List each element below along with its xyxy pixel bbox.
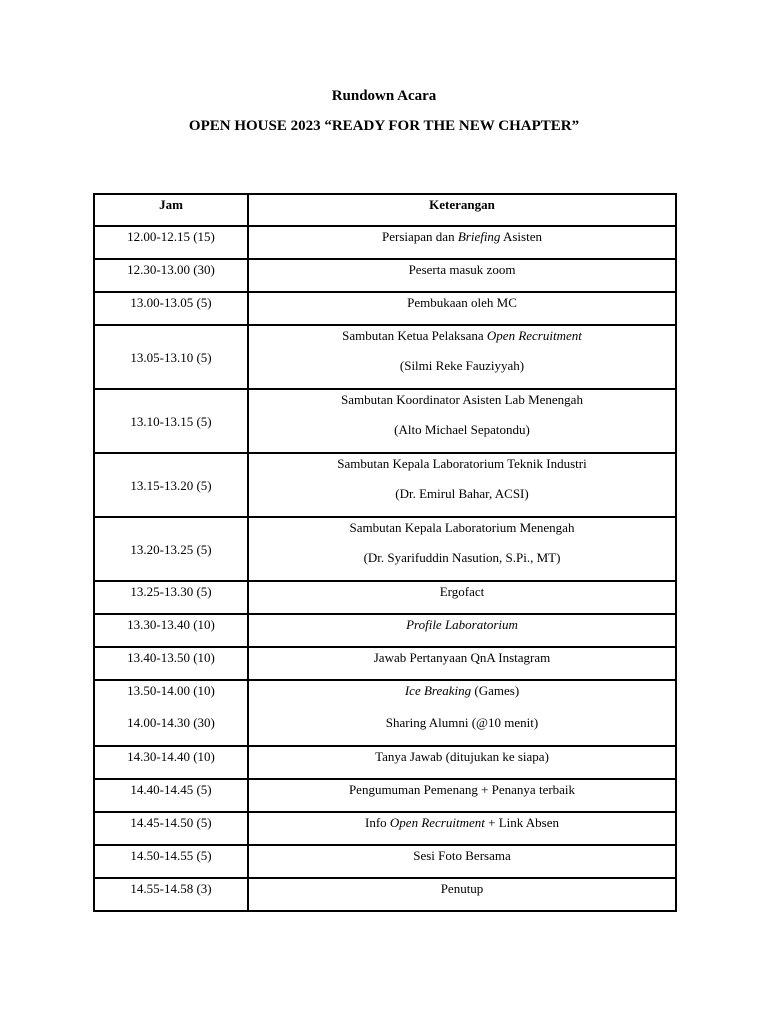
description-text: Sharing Alumni (@10 menit) (385, 715, 539, 730)
table-row (94, 713, 676, 746)
description-cell (248, 292, 676, 325)
description-cell (248, 453, 676, 517)
description-cell (248, 389, 676, 453)
table-row (94, 680, 676, 713)
header-description: Keterangan (248, 194, 676, 226)
time-cell: 14.50-14.55 (5) (94, 845, 248, 878)
time-cell: 13.05-13.10 (5) (94, 325, 248, 389)
description-text: Jawab Pertanyaan QnA Instagram (373, 650, 551, 665)
description-subline: (Dr. Syarifuddin Nasution, S.Pi., MT) (363, 550, 561, 565)
time-cell: 13.25-13.30 (5) (94, 581, 248, 614)
time-cell: 13.00-13.05 (5) (94, 292, 248, 325)
description-cell (248, 259, 676, 292)
description-text: Pengumuman Pemenang + Penanya terbaik (348, 782, 576, 797)
emphasis-text: Briefing (457, 229, 501, 244)
description-text: Sambutan Koordinator Asisten Lab Menengah (341, 392, 583, 407)
description-cell (248, 713, 676, 746)
description-cell (248, 517, 676, 581)
document-title: Rundown Acara (331, 88, 437, 104)
description-cell (248, 614, 676, 647)
table-row (94, 292, 676, 325)
description-text: Asisten (500, 229, 542, 244)
description-subline: (Dr. Emirul Bahar, ACSI) (395, 486, 529, 501)
emphasis-text: Open Recruitment (389, 815, 485, 830)
table-row (94, 259, 676, 292)
table-row (94, 746, 676, 779)
description-text: Peserta masuk zoom (408, 262, 516, 277)
table-row (94, 581, 676, 614)
table-row (94, 226, 676, 259)
table-row (94, 325, 676, 389)
time-cell: 12.00-12.15 (15) (94, 226, 248, 259)
time-cell: 14.00-14.30 (30) (94, 713, 248, 746)
table-row (94, 878, 676, 911)
time-cell: 13.30-13.40 (10) (94, 614, 248, 647)
description-text: Sambutan Kepala Laboratorium Menengah (349, 520, 575, 535)
description-cell (248, 226, 676, 259)
description-text: Penutup (440, 881, 484, 896)
document-subtitle: OPEN HOUSE 2023 “READY FOR THE NEW CHAPTER” (188, 118, 580, 134)
description-text: + Link Absen (484, 815, 559, 830)
emphasis-text: Ice Breaking (404, 683, 472, 698)
time-cell: 13.20-13.25 (5) (94, 517, 248, 581)
description-text: Tanya Jawab (ditujukan ke siapa) (375, 749, 549, 764)
time-cell: 14.45-14.50 (5) (94, 812, 248, 845)
description-cell (248, 647, 676, 680)
description-cell (248, 680, 676, 713)
table-row (94, 389, 676, 453)
time-cell: 13.15-13.20 (5) (94, 453, 248, 517)
description-text: Sambutan Ketua Pelaksana (342, 328, 487, 343)
time-cell: 12.30-13.00 (30) (94, 259, 248, 292)
description-subline: (Alto Michael Sepatondu) (394, 422, 530, 437)
table-row (94, 647, 676, 680)
table-row (94, 453, 676, 517)
description-cell (248, 845, 676, 878)
description-cell (248, 746, 676, 779)
description-text: Persiapan dan (382, 229, 458, 244)
description-cell (248, 812, 676, 845)
table-header-row (94, 194, 676, 226)
time-cell: 14.30-14.40 (10) (94, 746, 248, 779)
table-row (94, 779, 676, 812)
table-row (94, 614, 676, 647)
table-row (94, 845, 676, 878)
description-text: (Games) (471, 683, 520, 698)
description-text: Sesi Foto Bersama (413, 848, 511, 863)
time-cell: 13.50-14.00 (10) (94, 680, 248, 713)
description-cell (248, 779, 676, 812)
description-text: Info (364, 815, 390, 830)
rundown-table (93, 193, 677, 912)
time-cell: 14.40-14.45 (5) (94, 779, 248, 812)
description-text: Sambutan Kepala Laboratorium Teknik Industri (337, 456, 587, 471)
header-time: Jam (94, 194, 248, 226)
time-cell: 13.10-13.15 (5) (94, 389, 248, 453)
description-cell (248, 325, 676, 389)
time-cell: 13.40-13.50 (10) (94, 647, 248, 680)
table-row (94, 812, 676, 845)
emphasis-text: Profile Laboratorium (406, 617, 518, 632)
table-row (94, 517, 676, 581)
description-text: Ergofact (439, 584, 485, 599)
description-cell (248, 581, 676, 614)
emphasis-text: Open Recruitment (486, 328, 582, 343)
table-body (94, 226, 676, 911)
description-text: Pembukaan oleh MC (407, 295, 517, 310)
description-cell (248, 878, 676, 911)
time-cell: 14.55-14.58 (3) (94, 878, 248, 911)
description-subline: (Silmi Reke Fauziyyah) (399, 358, 525, 373)
